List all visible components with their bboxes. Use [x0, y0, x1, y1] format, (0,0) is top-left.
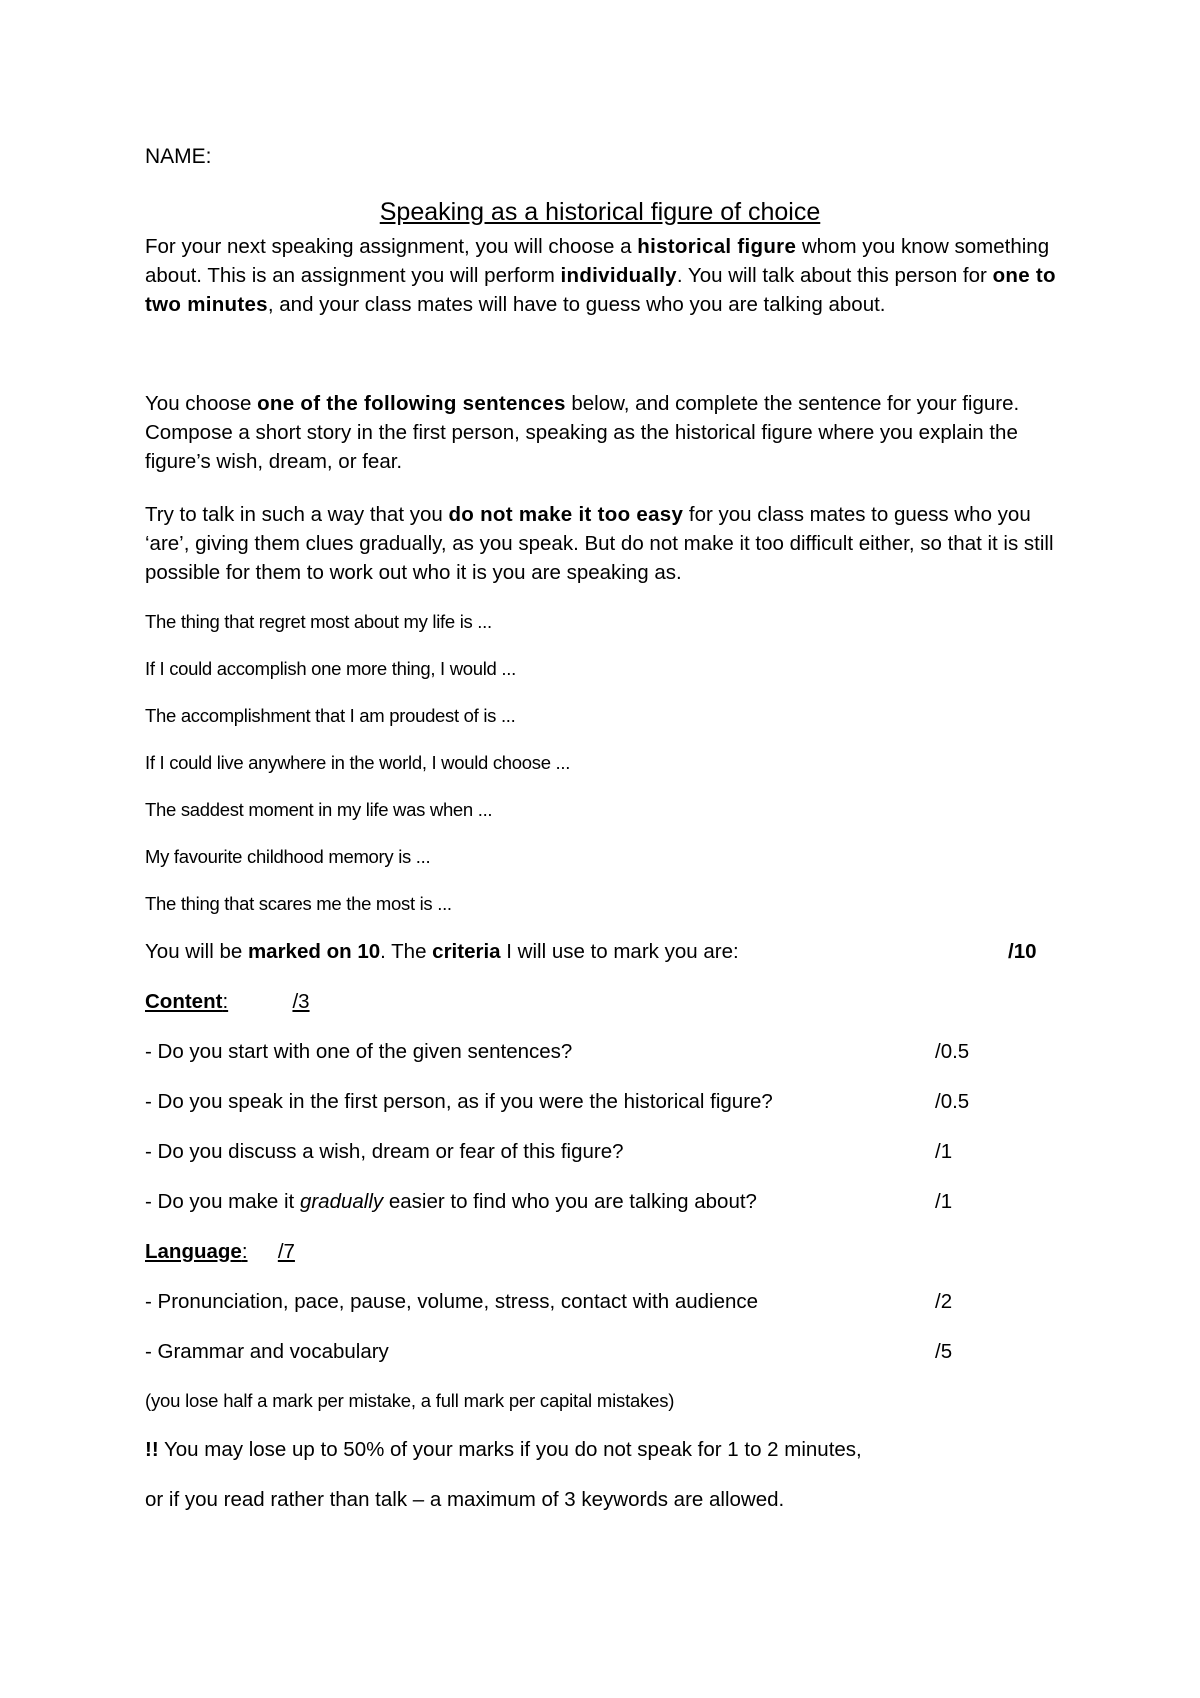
content-colon: :: [222, 990, 229, 1013]
bold-text: do not make it too easy: [448, 503, 684, 526]
warning-mark: !!: [145, 1438, 159, 1461]
bold-text: criteria: [432, 940, 501, 963]
criteria-item: - Do you speak in the first person, as if you were the historical figure?: [145, 1090, 773, 1113]
italic-text: gradually: [299, 1190, 384, 1213]
language-score: /7: [277, 1240, 295, 1263]
intro-paragraph-3: [145, 500, 1070, 587]
bold-text: one to two minutes: [145, 264, 1056, 316]
text: You will be: [145, 940, 248, 963]
intro-paragraph-1: [145, 232, 1070, 319]
bold-text: historical figure: [637, 235, 797, 258]
criteria-score: /1: [935, 1190, 953, 1213]
content-label: Content: [145, 990, 223, 1013]
sentence-item: The thing that regret most about my life is ...: [145, 611, 492, 632]
text: whom you know something about. This is an assignment you will perform: [145, 235, 1050, 287]
bold-text: individually: [560, 264, 677, 287]
criteria-item: - Pronunciation, pace, pause, volume, stress, contact with audience: [145, 1290, 759, 1313]
warning-line-1: [145, 1438, 862, 1462]
text: . The: [380, 940, 433, 963]
text: , and your class mates will have to guess who you are talking about.: [267, 293, 886, 316]
text: below, and complete the sentence for your figure. Compose a short story in the first person, speaking as the historical figure where you explain the figure’s wish, dream, or fear.: [145, 392, 1020, 473]
criteria-item: - Grammar and vocabulary: [145, 1340, 389, 1363]
criteria-item: - Do you start with one of the given sentences?: [145, 1040, 573, 1063]
language-label: Language: [145, 1240, 242, 1263]
text: . You will talk about this person for: [676, 264, 993, 287]
text: - Do you make it: [145, 1190, 300, 1213]
content-score: /3: [292, 990, 310, 1013]
text: For your next speaking assignment, you will choose a: [145, 235, 638, 258]
text: Try to talk in such a way that you: [145, 503, 449, 526]
bold-text: one of the following sentences: [257, 392, 566, 415]
text: You choose: [145, 392, 258, 415]
intro-paragraph-2: [145, 389, 1070, 476]
language-heading: [145, 1240, 295, 1264]
sentence-item: The saddest moment in my life was when ...: [145, 799, 493, 820]
criteria-score: /5: [935, 1340, 953, 1363]
sentence-item: The thing that scares me the most is ...: [145, 893, 452, 914]
bold-text: marked on 10: [247, 940, 381, 963]
sentence-item: My favourite childhood memory is ...: [145, 846, 431, 867]
total-score: /10: [1008, 940, 1037, 963]
content-heading: [145, 990, 310, 1014]
criteria-score: /2: [935, 1290, 953, 1313]
text: for you class mates to guess who you ‘are’, giving them clues gradually, as you speak. But do not make it too difficult either, so that it is still possible for them to work out who it is you are speaking as.: [145, 503, 1054, 584]
warning-line-2: or if you read rather than talk – a maximum of 3 keywords are allowed.: [145, 1488, 785, 1511]
sentence-item: The accomplishment that I am proudest of is ...: [145, 705, 516, 726]
page-title: Speaking as a historical figure of choice: [379, 198, 821, 226]
sentence-item: If I could accomplish one more thing, I would ...: [145, 658, 516, 679]
text: easier to find who you are talking about?: [383, 1190, 757, 1213]
criteria-score: /0.5: [935, 1040, 970, 1063]
criteria-item: [145, 1190, 757, 1214]
language-colon: :: [241, 1240, 248, 1263]
name-label: NAME:: [145, 145, 212, 168]
criteria-score: /1: [935, 1140, 953, 1163]
language-note: (you lose half a mark per mistake, a full mark per capital mistakes): [145, 1390, 675, 1411]
text: I will use to mark you are:: [500, 940, 739, 963]
criteria-score: /0.5: [935, 1090, 970, 1113]
criteria-item: - Do you discuss a wish, dream or fear of this figure?: [145, 1140, 624, 1163]
text: You may lose up to 50% of your marks if you do not speak for 1 to 2 minutes,: [158, 1438, 862, 1461]
sentence-item: If I could live anywhere in the world, I would choose ...: [145, 752, 571, 773]
marking-criteria: [145, 940, 739, 964]
